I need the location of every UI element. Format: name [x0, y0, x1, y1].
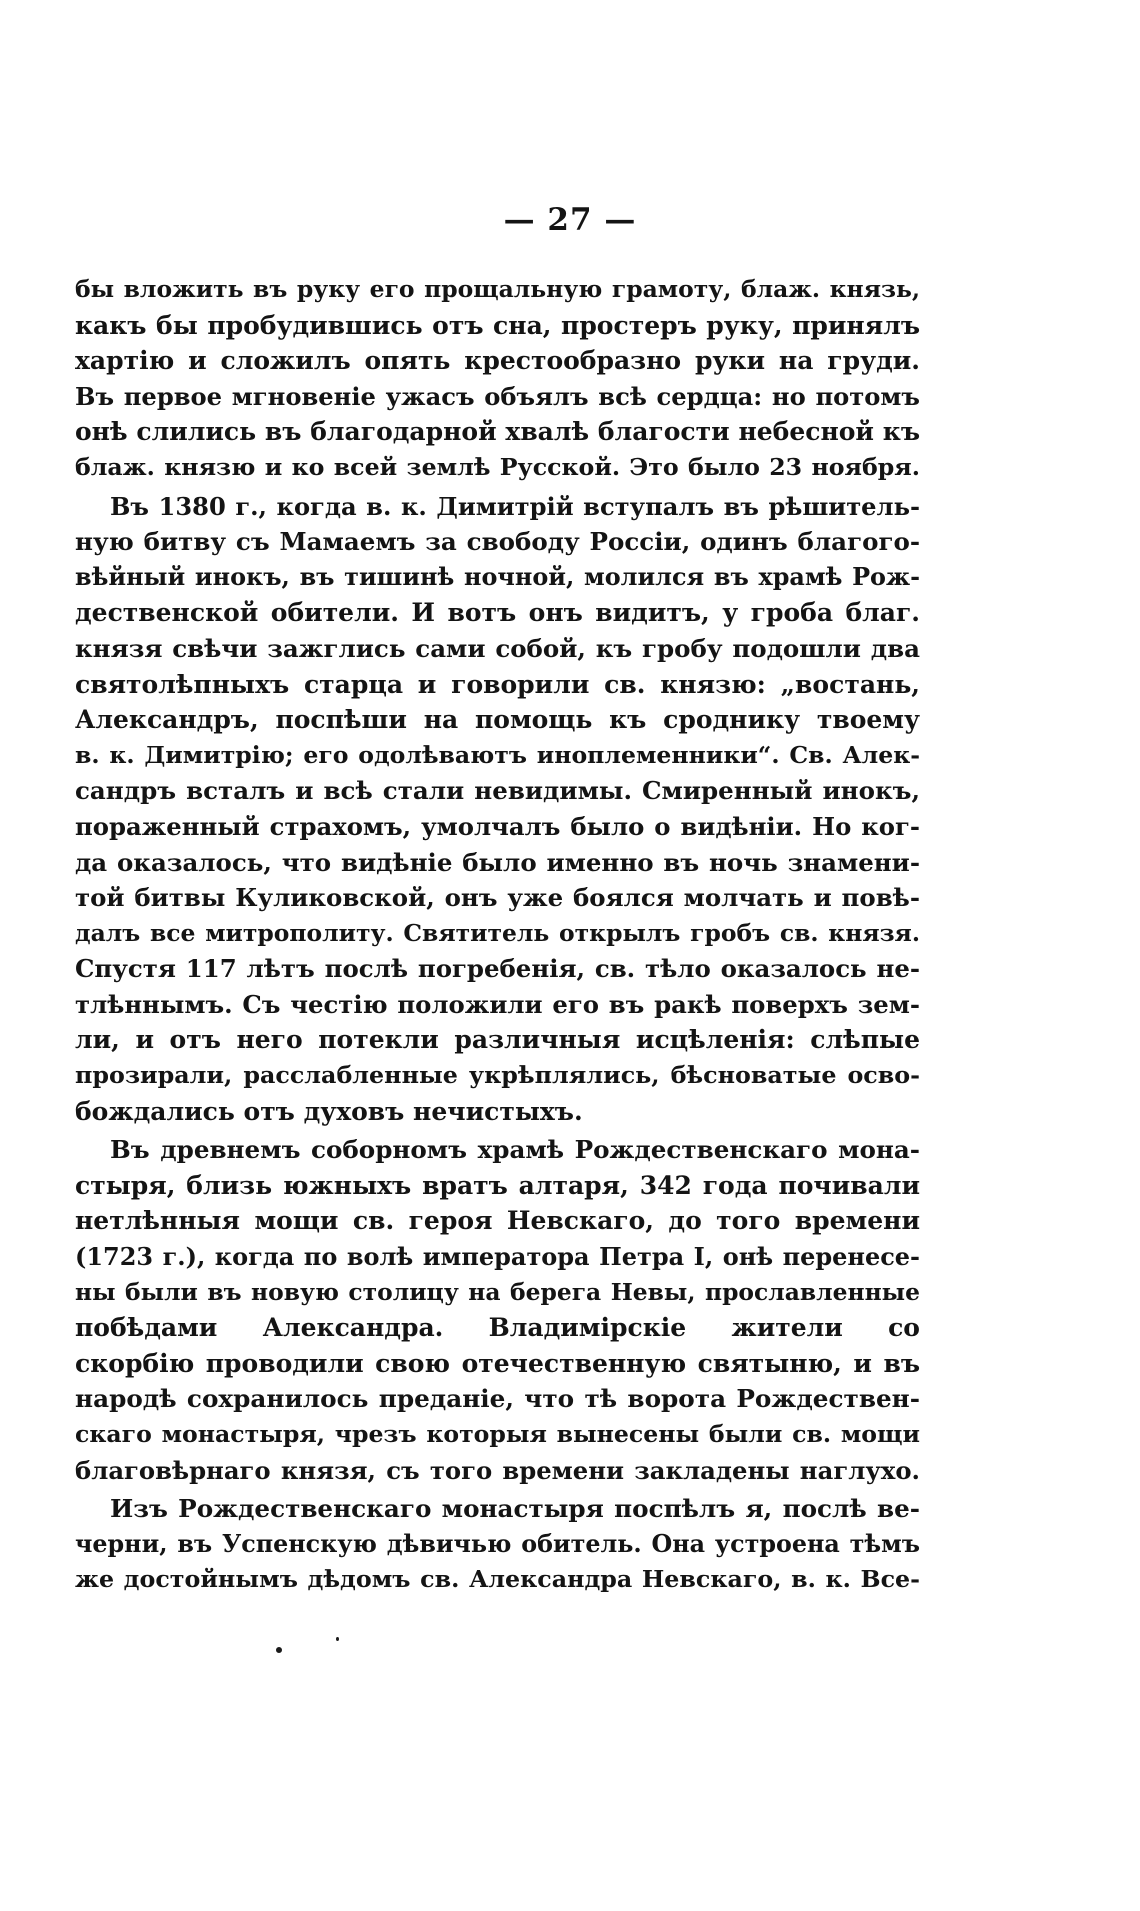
text-line: прозирали, расслабленные укрѣплялись, бѣсноватые осво-	[75, 1061, 920, 1090]
paragraph	[75, 1491, 920, 1598]
text-line: далъ все митрополиту. Святитель открылъ гробъ св. князя.	[75, 918, 920, 947]
text-line: (1723 г.), когда по волѣ императора Петра I, онѣ перенесе-	[75, 1242, 920, 1272]
text-line: Въ древнемъ соборномъ храмѣ Рождественскаго мона-	[110, 1135, 920, 1165]
text-line: черни, въ Успенскую дѣвичью обитель. Она устроена тѣмъ	[75, 1529, 920, 1558]
text-line: вѣйный инокъ, въ тишинѣ ночной, молился въ храмѣ Рож-	[75, 562, 920, 591]
text-line: да оказалось, что видѣніе было именно въ ночь знамени-	[75, 847, 920, 877]
text-line: ли, и отъ него потекли различныя исцѣленія: слѣпые	[75, 1025, 920, 1055]
text-line: той битвы Куликовской, онъ уже боялся молчать и повѣ-	[75, 883, 920, 913]
text-line: Въ первое мгновеніе ужасъ объялъ всѣ сердца: но потомъ	[75, 381, 920, 411]
text-line: блаж. князю и ко всей землѣ Русской. Это было 23 ноября.	[75, 452, 920, 481]
text-line: дественской обители. И вотъ онъ видитъ, у гроба благ.	[75, 598, 920, 628]
text-line: Спустя 117 лѣтъ послѣ погребенія, св. тѣло оказалось не-	[75, 954, 920, 984]
text-line: князя свѣчи зажглись сами собой, къ гробу подошли два	[75, 633, 920, 663]
text-line: ны были въ новую столицу на берега Невы, прославленные	[75, 1277, 920, 1306]
text-line: нетлѣнныя мощи св. героя Невскаго, до того времени	[75, 1206, 920, 1236]
text-line: народѣ сохранилось преданіе, что тѣ ворота Рождествен-	[75, 1384, 920, 1414]
text-line: Александръ, поспѣши на помощь къ сроднику твоему	[75, 705, 920, 735]
paragraph	[75, 272, 920, 486]
text-line: скорбію проводили свою отечественную святыню, и въ	[75, 1348, 920, 1378]
text-line: святолѣпныхъ старца и говорили св. князю: „востань,	[75, 669, 920, 699]
text-line: сандръ всталъ и всѣ стали невидимы. Смиренный инокъ,	[75, 776, 920, 806]
text-line: Въ 1380 г., когда в. к. Димитрій вступалъ въ рѣшитель-	[110, 491, 920, 521]
text-line: ную битву съ Мамаемъ за свободу Россіи, одинъ благого-	[75, 527, 920, 557]
text-line: бы вложить въ руку его прощальную грамоту, блаж. князь,	[75, 275, 920, 303]
paragraph	[75, 1132, 920, 1488]
text-line: стыря, близь южныхъ вратъ алтаря, 342 года почивали	[75, 1170, 920, 1200]
text-line: бождались отъ духовъ нечистыхъ.	[75, 1096, 583, 1126]
paragraph	[75, 489, 920, 1130]
text-line: тлѣннымъ. Съ честію положили его въ ракѣ поверхъ зем-	[75, 989, 920, 1019]
body-text	[75, 272, 920, 1598]
ink-speck	[276, 1647, 282, 1653]
text-line: пораженный страхомъ, умолчалъ было о видѣніи. Но ког-	[75, 811, 920, 841]
ink-speck	[336, 1637, 339, 1641]
text-line: в. к. Димитрію; его одолѣваютъ иноплеменники“. Св. Алек-	[75, 740, 920, 769]
text-line: хартію и сложилъ опять крестообразно руки на груди.	[75, 346, 920, 376]
text-line: же достойнымъ дѣдомъ св. Александра Невскаго, в. к. Все-	[75, 1565, 920, 1594]
text-line: побѣдами Александра. Владимірскіе жители со	[75, 1313, 920, 1343]
text-line: онѣ слились въ благодарной хвалѣ благости небесной къ	[75, 417, 920, 447]
text-line: какъ бы пробудившись отъ сна, простеръ руку, принялъ	[75, 310, 920, 340]
text-line: Изъ Рождественскаго монастыря поспѣлъ я, послѣ ве-	[110, 1494, 920, 1524]
text-line: благовѣрнаго князя, съ того времени закладены наглухо.	[75, 1455, 920, 1485]
page-number: — 27 —	[503, 202, 637, 238]
text-line: скаго монастыря, чрезъ которыя вынесены были св. мощи	[75, 1420, 920, 1448]
